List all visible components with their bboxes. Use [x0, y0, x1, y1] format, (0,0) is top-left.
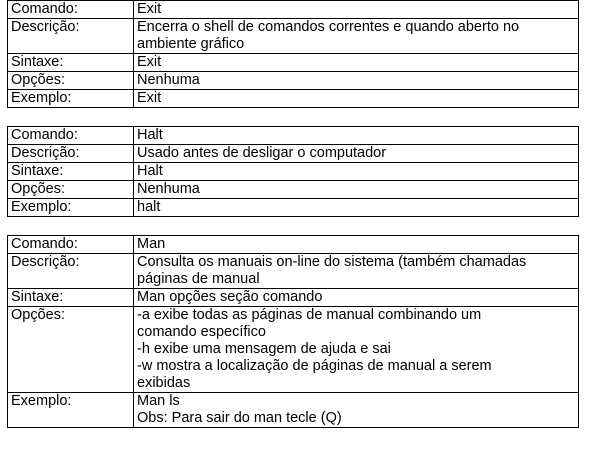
table-row [8, 54, 579, 72]
row-label: Sintaxe: [8, 54, 134, 72]
row-value [134, 19, 579, 54]
row-value [134, 254, 579, 289]
value-line: Man [137, 236, 166, 252]
table-row [8, 236, 579, 254]
value-line: Exit [137, 1, 162, 17]
row-value [134, 72, 579, 90]
row-label: Sintaxe: [8, 289, 134, 307]
row-value [134, 145, 579, 163]
value-line: -w mostra a localização de páginas de manual a serem [137, 358, 492, 374]
table-row [8, 199, 579, 217]
row-value [134, 90, 579, 108]
table-row [8, 90, 579, 108]
table-spacer [7, 108, 579, 126]
row-value [134, 127, 579, 145]
command-table-exit [7, 0, 579, 108]
value-line: -h exibe uma mensagem de ajuda e sai [137, 341, 391, 357]
value-line: Man opções seção comando [137, 289, 323, 305]
row-label: Opções: [8, 181, 134, 199]
row-value [134, 289, 579, 307]
row-value [134, 236, 579, 254]
row-value [134, 199, 579, 217]
value-line: comando específico [137, 324, 266, 340]
row-value [134, 307, 579, 393]
command-table-halt [7, 126, 579, 217]
value-line: Exit [137, 90, 162, 106]
table-row [8, 145, 579, 163]
value-line: ambiente gráfico [137, 36, 245, 52]
value-line: Halt [137, 127, 163, 143]
table-row [8, 254, 579, 289]
value-line: páginas de manual [137, 271, 260, 287]
row-label: Descrição: [8, 145, 134, 163]
row-label: Exemplo: [8, 393, 134, 428]
value-line: Halt [137, 163, 163, 179]
value-line: halt [137, 199, 161, 215]
value-line: Man ls [137, 393, 180, 409]
value-line: Usado antes de desligar o computador [137, 145, 387, 161]
table-row [8, 72, 579, 90]
row-label: Sintaxe: [8, 163, 134, 181]
value-line: Nenhuma [137, 72, 200, 88]
row-label: Opções: [8, 72, 134, 90]
value-line: Nenhuma [137, 181, 200, 197]
value-line: Consulta os manuais on-line do sistema (também chamadas [137, 254, 527, 270]
row-value [134, 1, 579, 19]
command-table-man [7, 235, 579, 428]
row-label: Descrição: [8, 254, 134, 289]
value-line: Exit [137, 54, 162, 70]
row-label: Exemplo: [8, 199, 134, 217]
document [7, 0, 579, 428]
table-row [8, 127, 579, 145]
row-value [134, 54, 579, 72]
row-value [134, 393, 579, 428]
value-line: -a exibe todas as páginas de manual combinando um [137, 307, 482, 323]
row-label: Exemplo: [8, 90, 134, 108]
row-label: Comando: [8, 1, 134, 19]
table-row [8, 19, 579, 54]
row-value [134, 163, 579, 181]
table-spacer [7, 217, 579, 235]
value-line: exibidas [137, 375, 191, 391]
value-line: Encerra o shell de comandos correntes e quando aberto no [137, 19, 520, 35]
row-label: Comando: [8, 236, 134, 254]
table-row [8, 181, 579, 199]
table-row [8, 163, 579, 181]
table-row [8, 1, 579, 19]
row-label: Descrição: [8, 19, 134, 54]
row-value [134, 181, 579, 199]
table-row [8, 289, 579, 307]
row-label: Opções: [8, 307, 134, 393]
value-line: Obs: Para sair do man tecle (Q) [137, 410, 342, 426]
table-row [8, 307, 579, 393]
table-row [8, 393, 579, 428]
row-label: Comando: [8, 127, 134, 145]
